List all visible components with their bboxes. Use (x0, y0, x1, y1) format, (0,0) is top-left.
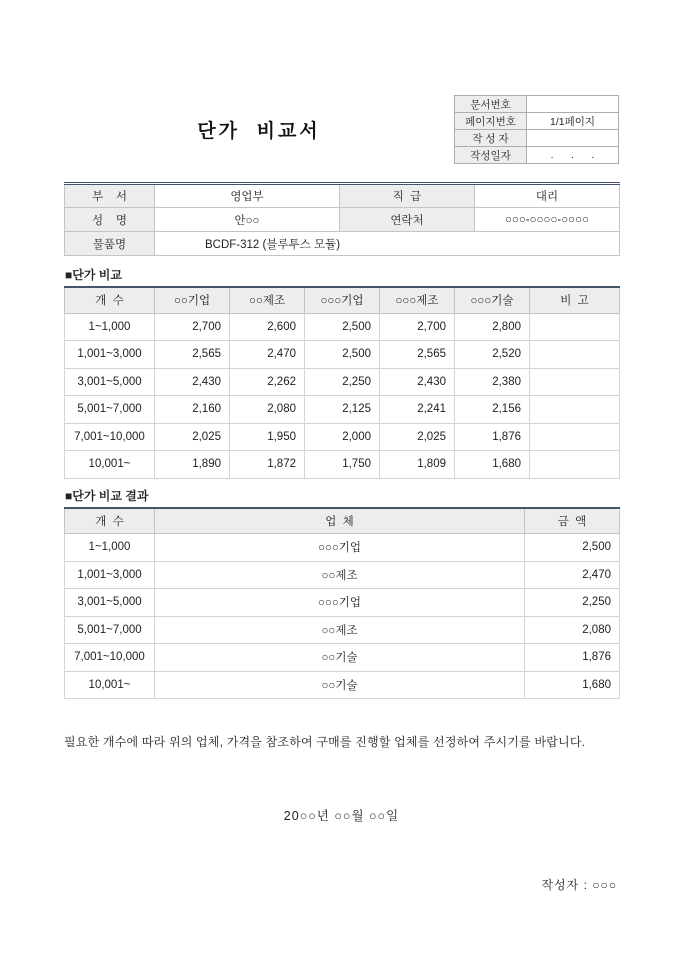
section1-cell: 1,876 (455, 423, 530, 451)
column-header-company1: ○○기업 (155, 287, 230, 313)
meta-row (455, 147, 619, 164)
section2-cell: 1,876 (525, 644, 620, 672)
section1-row (65, 451, 620, 479)
title-area (64, 116, 454, 143)
table-header-row (65, 287, 620, 313)
item-value: BCDF-312 (블루투스 모듈) (155, 232, 620, 256)
name-value: 안○○ (155, 208, 340, 232)
section1-cell: 10,001~ (65, 451, 155, 479)
section1-cell: 1,001~3,000 (65, 341, 155, 369)
section1-cell: 2,380 (455, 368, 530, 396)
section1-cell (530, 423, 620, 451)
section1-cell: 1,890 (155, 451, 230, 479)
section1-cell: 2,241 (380, 396, 455, 424)
table-header-row (65, 508, 620, 534)
section2-cell: 1,680 (525, 671, 620, 699)
section1-cell: 2,600 (230, 313, 305, 341)
meta-label-date: 작성일자 (455, 147, 527, 164)
section1-row (65, 423, 620, 451)
section1-cell: 2,520 (455, 341, 530, 369)
section1-cell: 2,160 (155, 396, 230, 424)
section1-cell: 1,809 (380, 451, 455, 479)
column-header-amount: 금 액 (525, 508, 620, 534)
section1-cell: 1,872 (230, 451, 305, 479)
meta-value-doc-number (527, 96, 619, 113)
section1-cell: 2,470 (230, 341, 305, 369)
info-row (65, 232, 620, 256)
section2-heading: ■단가 비교 결과 (65, 488, 149, 503)
column-header-company5: ○○○기술 (455, 287, 530, 313)
section2-cell: 10,001~ (65, 671, 155, 699)
section2-row (65, 616, 620, 644)
contact-value: ○○○-○○○○-○○○○ (475, 208, 620, 232)
section2-cell: 3,001~5,000 (65, 589, 155, 617)
page-title: 단가 비교서 (197, 121, 321, 142)
meta-table (454, 95, 619, 164)
section1-cell: 2,125 (305, 396, 380, 424)
meta-row (455, 96, 619, 113)
section2-cell: 5,001~7,000 (65, 616, 155, 644)
column-header-remarks: 비 고 (530, 287, 620, 313)
price-comparison-table (64, 286, 620, 479)
meta-label-page-number: 페이지번호 (455, 113, 527, 130)
section1-cell: 1~1,000 (65, 313, 155, 341)
section2-cell: ○○제조 (155, 616, 525, 644)
section2-cell: ○○○기업 (155, 534, 525, 562)
info-table (64, 182, 620, 256)
column-header-company2: ○○제조 (230, 287, 305, 313)
section1-row (65, 341, 620, 369)
section1-heading: ■단가 비교 (65, 268, 122, 282)
section1-cell (530, 396, 620, 424)
item-label: 물품명 (65, 232, 155, 256)
section2-row (65, 671, 620, 699)
section1-cell: 2,000 (305, 423, 380, 451)
section2-cell: ○○기술 (155, 671, 525, 699)
section1-cell: 3,001~5,000 (65, 368, 155, 396)
section1-row (65, 368, 620, 396)
section2-row (65, 589, 620, 617)
document-date: 20○○년 ○○월 ○○일 (283, 809, 400, 823)
section2-cell: ○○○기업 (155, 589, 525, 617)
section1-cell (530, 313, 620, 341)
meta-label-doc-number: 문서번호 (455, 96, 527, 113)
section2-cell: 2,470 (525, 561, 620, 589)
info-row (65, 208, 620, 232)
name-label: 성 명 (65, 208, 155, 232)
section2-cell: 1~1,000 (65, 534, 155, 562)
info-row (65, 184, 620, 208)
section1-cell: 2,500 (305, 341, 380, 369)
meta-row (455, 130, 619, 147)
section1-cell: 2,250 (305, 368, 380, 396)
contact-label: 연락처 (340, 208, 475, 232)
comparison-result-table (64, 507, 620, 700)
meta-row (455, 113, 619, 130)
section1-cell: 2,500 (305, 313, 380, 341)
column-header-quantity: 개 수 (65, 508, 155, 534)
note-text: 필요한 개수에 따라 위의 업체, 가격을 참조하여 구매를 진행할 업체를 선정하여 주시기를 바랍니다. (64, 735, 586, 749)
section1-cell (530, 341, 620, 369)
section1-cell (530, 368, 620, 396)
dept-value: 영업부 (155, 184, 340, 208)
section1-cell: 1,950 (230, 423, 305, 451)
section1-cell: 1,680 (455, 451, 530, 479)
column-header-vendor: 업 체 (155, 508, 525, 534)
column-header-company3: ○○○기업 (305, 287, 380, 313)
section1-cell (530, 451, 620, 479)
section1-cell: 2,700 (380, 313, 455, 341)
dept-label: 부 서 (65, 184, 155, 208)
author-signature: 작성자 : ○○○ (541, 878, 617, 892)
section2-row (65, 534, 620, 562)
section2-cell: 7,001~10,000 (65, 644, 155, 672)
column-header-quantity: 개 수 (65, 287, 155, 313)
section1-cell: 5,001~7,000 (65, 396, 155, 424)
section2-cell: 2,080 (525, 616, 620, 644)
column-header-company4: ○○○제조 (380, 287, 455, 313)
section1-cell: 2,025 (155, 423, 230, 451)
document-header (64, 95, 619, 164)
section1-cell: 2,080 (230, 396, 305, 424)
section1-cell: 2,800 (455, 313, 530, 341)
section1-cell: 2,156 (455, 396, 530, 424)
section1-cell: 2,565 (155, 341, 230, 369)
section2-row (65, 644, 620, 672)
section1-row (65, 396, 620, 424)
section1-cell: 2,025 (380, 423, 455, 451)
section1-row (65, 313, 620, 341)
section2-cell: 2,500 (525, 534, 620, 562)
section2-cell: ○○제조 (155, 561, 525, 589)
section2-cell: 2,250 (525, 589, 620, 617)
section2-row (65, 561, 620, 589)
section2-cell: 1,001~3,000 (65, 561, 155, 589)
section1-cell: 2,430 (155, 368, 230, 396)
meta-value-date: . . . (527, 147, 619, 164)
meta-label-author: 작 성 자 (455, 130, 527, 147)
meta-value-page-number: 1/1페이지 (527, 113, 619, 130)
section2-cell: ○○기술 (155, 644, 525, 672)
section1-cell: 2,565 (380, 341, 455, 369)
section1-cell: 1,750 (305, 451, 380, 479)
rank-value: 대리 (475, 184, 620, 208)
section1-cell: 2,430 (380, 368, 455, 396)
section1-cell: 2,262 (230, 368, 305, 396)
section1-cell: 2,700 (155, 313, 230, 341)
meta-value-author (527, 130, 619, 147)
section1-cell: 7,001~10,000 (65, 423, 155, 451)
rank-label: 직 급 (340, 184, 475, 208)
